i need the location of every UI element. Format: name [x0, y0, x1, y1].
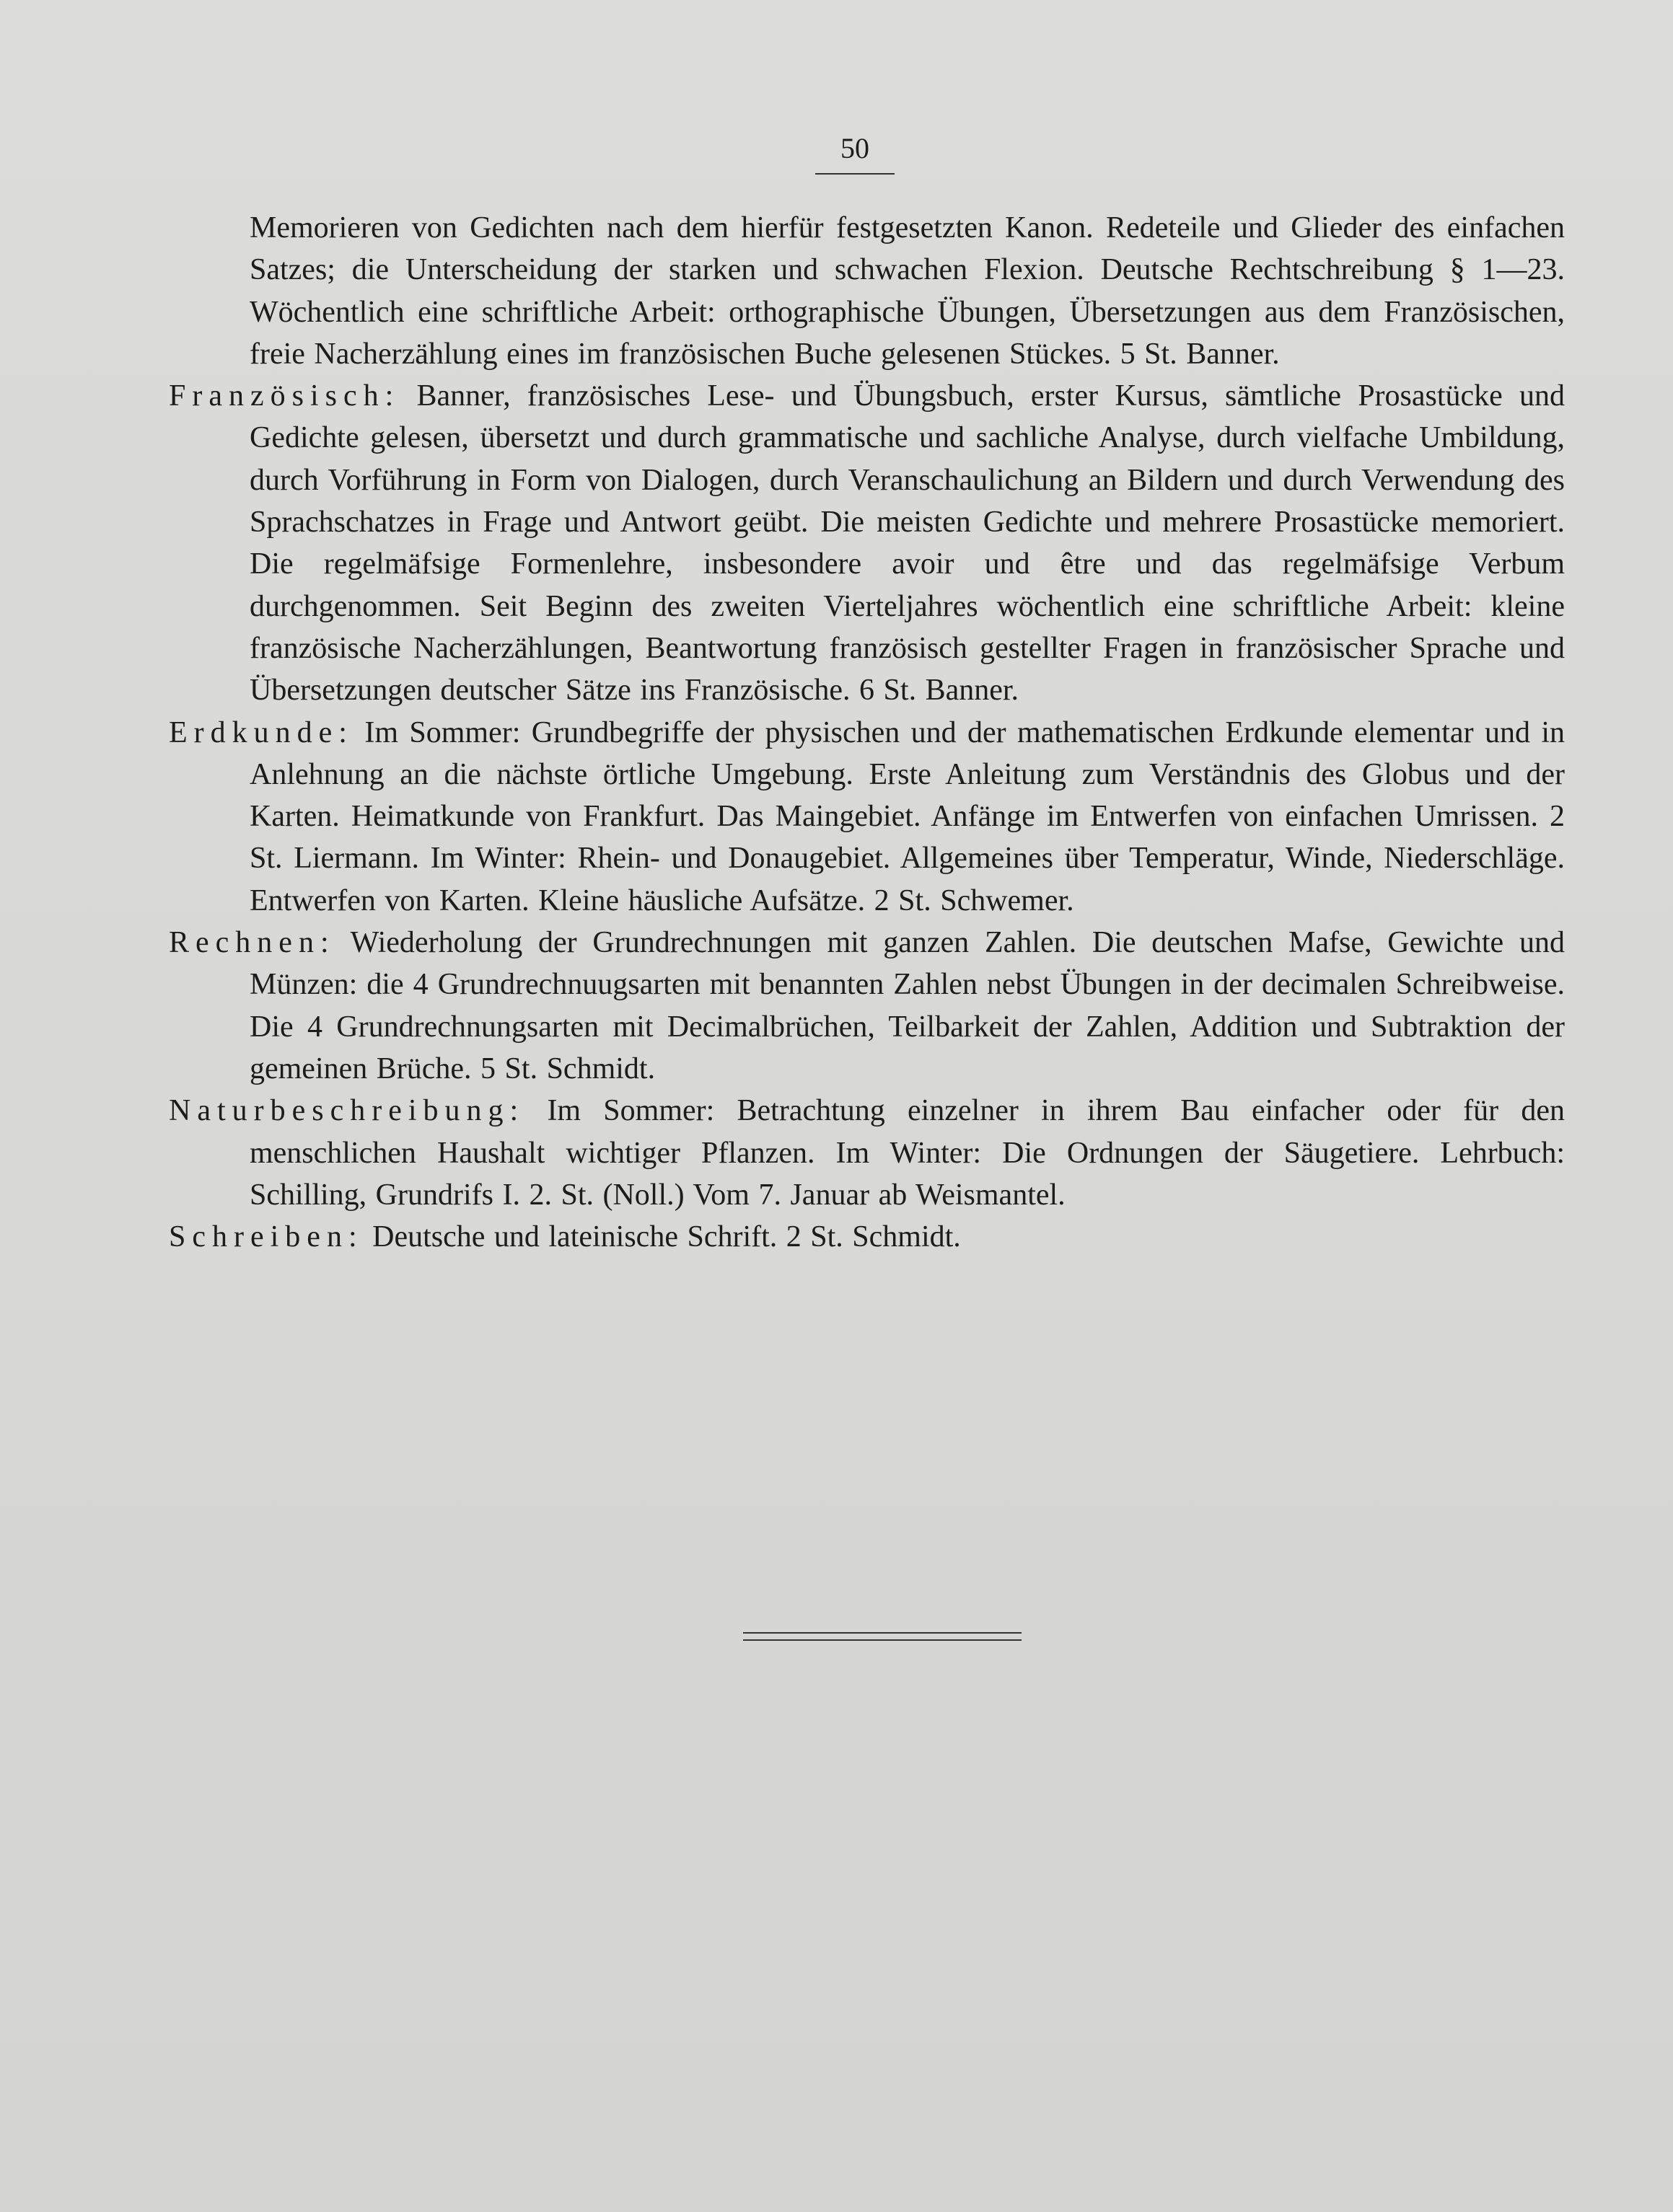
subject-franzoesisch	[169, 375, 1565, 711]
body-text	[169, 207, 1565, 1258]
subject-name: Erdkunde:	[169, 715, 354, 749]
subject-text: Deutsche und lateinische Schrift. 2 St. Schmidt.	[372, 1220, 961, 1254]
closing-double-rule	[743, 1632, 1022, 1641]
page-number: 50	[815, 130, 895, 175]
subject-name: Schreiben:	[169, 1220, 364, 1254]
intro-paragraph: Memorieren von Gedichten nach dem hierfür festgesetzten Kanon. Redeteile und Glieder des einfachen Satzes; die Unterscheidung der starken und schwachen Flexion. Deutsche Rechtschreibung § 1—23. Wöchentlich eine schriftliche Arbeit: orthographische Übungen, Übersetzungen aus dem Französischen, freie Nacherzählung eines im französischen Buche gelesenen Stückes. 5 St. Banner.	[250, 211, 1565, 371]
subject-text: Banner, französisches Lese- und Übungsbuch, erster Kursus, sämtliche Prosastücke und Gedichte gelesen, übersetzt und durch grammatische und sachliche Analyse, durch vielfache Umbildung, durch Vorführung in Form von Dialogen, durch Veranschaulichung an Bildern und durch Verwendung des Sprachschatzes in Frage und Antwort geübt. Die meisten Gedichte und mehrere Prosastücke memoriert. Die regelmäfsige Formenlehre, insbesondere avoir und être und das regelmäfsige Verbum durchgenommen. Seit Beginn des zweiten Vierteljahres wöchentlich eine schriftliche Arbeit: kleine französische Nacherzählungen, Beantwortung französisch gestellter Fragen in französischer Sprache und Übersetzungen deutscher Sätze ins Französische. 6 St. Banner.	[250, 379, 1566, 708]
subject-text: Im Sommer: Betrachtung einzelner in ihrem Bau einfacher oder für den menschlichen Haushalt wichtiger Pflanzen. Im Winter: Die Ordnungen der Säugetiere. Lehrbuch: Schilling, Grundrifs I. 2. St. (Noll.) Vom 7. Januar ab Weismantel.	[250, 1094, 1565, 1212]
subject-naturbeschreibung	[169, 1090, 1565, 1216]
subject-schreiben	[169, 1216, 1565, 1258]
subject-text: Im Sommer: Grundbegriffe der physischen und der mathematischen Erdkunde elementar und in Anlehnung an die nächste örtliche Umgebung. Erste Anleitung zum Verständnis des Globus und der Karten. Heimatkunde von Frankfurt. Das Maingebiet. Anfänge im Entwerfen von einfachen Umrissen. 2 St. Liermann. Im Winter: Rhein- und Donaugebiet. Allgemeines über Temperatur, Winde, Niederschläge. Entwerfen von Karten. Kleine häusliche Aufsätze. 2 St. Schwemer.	[250, 715, 1565, 917]
subject-name: Französisch:	[169, 379, 400, 413]
subject-name: Naturbeschreibung:	[169, 1094, 525, 1128]
subject-text: Wiederholung der Grundrechnungen mit ganzen Zahlen. Die deutschen Mafse, Gewichte und Münzen: die 4 Grundrechnuugsarten mit benannten Zahlen nebst Übungen in der decimalen Schreibweise. Die 4 Grundrechnungsarten mit Decimalbrüchen, Teilbarkeit der Zahlen, Addition und Subtraktion der gemeinen Brüche. 5 St. Schmidt.	[250, 926, 1565, 1085]
subject-name: Rechnen:	[169, 926, 335, 960]
subject-rechnen	[169, 922, 1565, 1090]
subject-erdkunde	[169, 712, 1565, 922]
